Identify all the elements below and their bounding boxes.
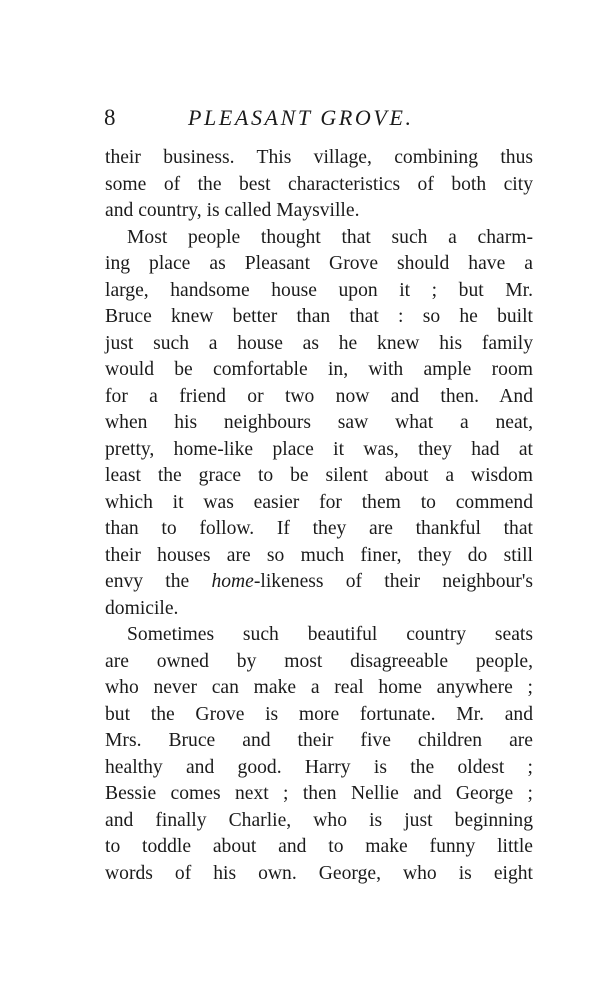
- text-line: just such a house as he knew his family: [105, 332, 533, 354]
- text-line: domicile.: [105, 597, 179, 619]
- running-title: PLEASANT GROVE.: [188, 105, 414, 130]
- text-line: but the Grove is more fortunate. Mr. and: [105, 703, 533, 725]
- text-run: -likeness of their neighbour's: [253, 571, 533, 592]
- text-line: which it was easier for them to commend: [105, 491, 533, 513]
- text-line: their business. This village, combining thus: [105, 147, 533, 168]
- italic-word: home: [211, 571, 254, 592]
- text-line: their houses are so much finer, they do still: [105, 544, 533, 566]
- text-line: are owned by most disagreeable people,: [105, 650, 533, 672]
- text-line: who never can make a real home anywhere ;: [105, 677, 533, 698]
- paragraph-1: [105, 145, 533, 225]
- text-line: for a friend or two now and then. And: [105, 385, 533, 407]
- text-line: words of his own. George, who is eight: [105, 862, 533, 884]
- page-number: 8: [104, 105, 116, 130]
- text-line: Sometimes such beautiful country seats: [127, 624, 533, 645]
- body-text: [105, 145, 533, 887]
- page-header: [104, 101, 444, 135]
- text-line: some of the best characteristics of both city: [105, 173, 533, 195]
- text-line: Bessie comes next ; then Nellie and George ;: [105, 783, 533, 804]
- text-line: ing place as Pleasant Grove should have a: [105, 253, 533, 274]
- text-line: would be comfortable in, with ample room: [105, 359, 533, 380]
- paragraph-2: [105, 225, 533, 623]
- text-line: healthy and good. Harry is the oldest ;: [105, 756, 533, 778]
- text-line: Mrs. Bruce and their five children are: [105, 730, 533, 751]
- text-line: large, handsome house upon it ; but Mr.: [105, 279, 533, 301]
- text-line-with-italic: [105, 569, 533, 596]
- text-line: when his neighbours saw what a neat,: [105, 412, 533, 433]
- text-line: and country, is called Maysville.: [105, 200, 360, 221]
- text-line: Bruce knew better than that : so he built: [105, 306, 533, 327]
- text-line: Most people thought that such a charm-: [127, 226, 533, 248]
- text-line: and finally Charlie, who is just beginning: [105, 809, 533, 831]
- text-line: to toddle about and to make funny little: [105, 836, 533, 857]
- text-line: least the grace to be silent about a wisdom: [105, 465, 533, 486]
- text-run: envy the: [105, 571, 212, 592]
- paragraph-3: [105, 622, 533, 887]
- text-line: than to follow. If they are thankful that: [105, 518, 533, 539]
- text-line: pretty, home-like place it was, they had at: [105, 438, 533, 460]
